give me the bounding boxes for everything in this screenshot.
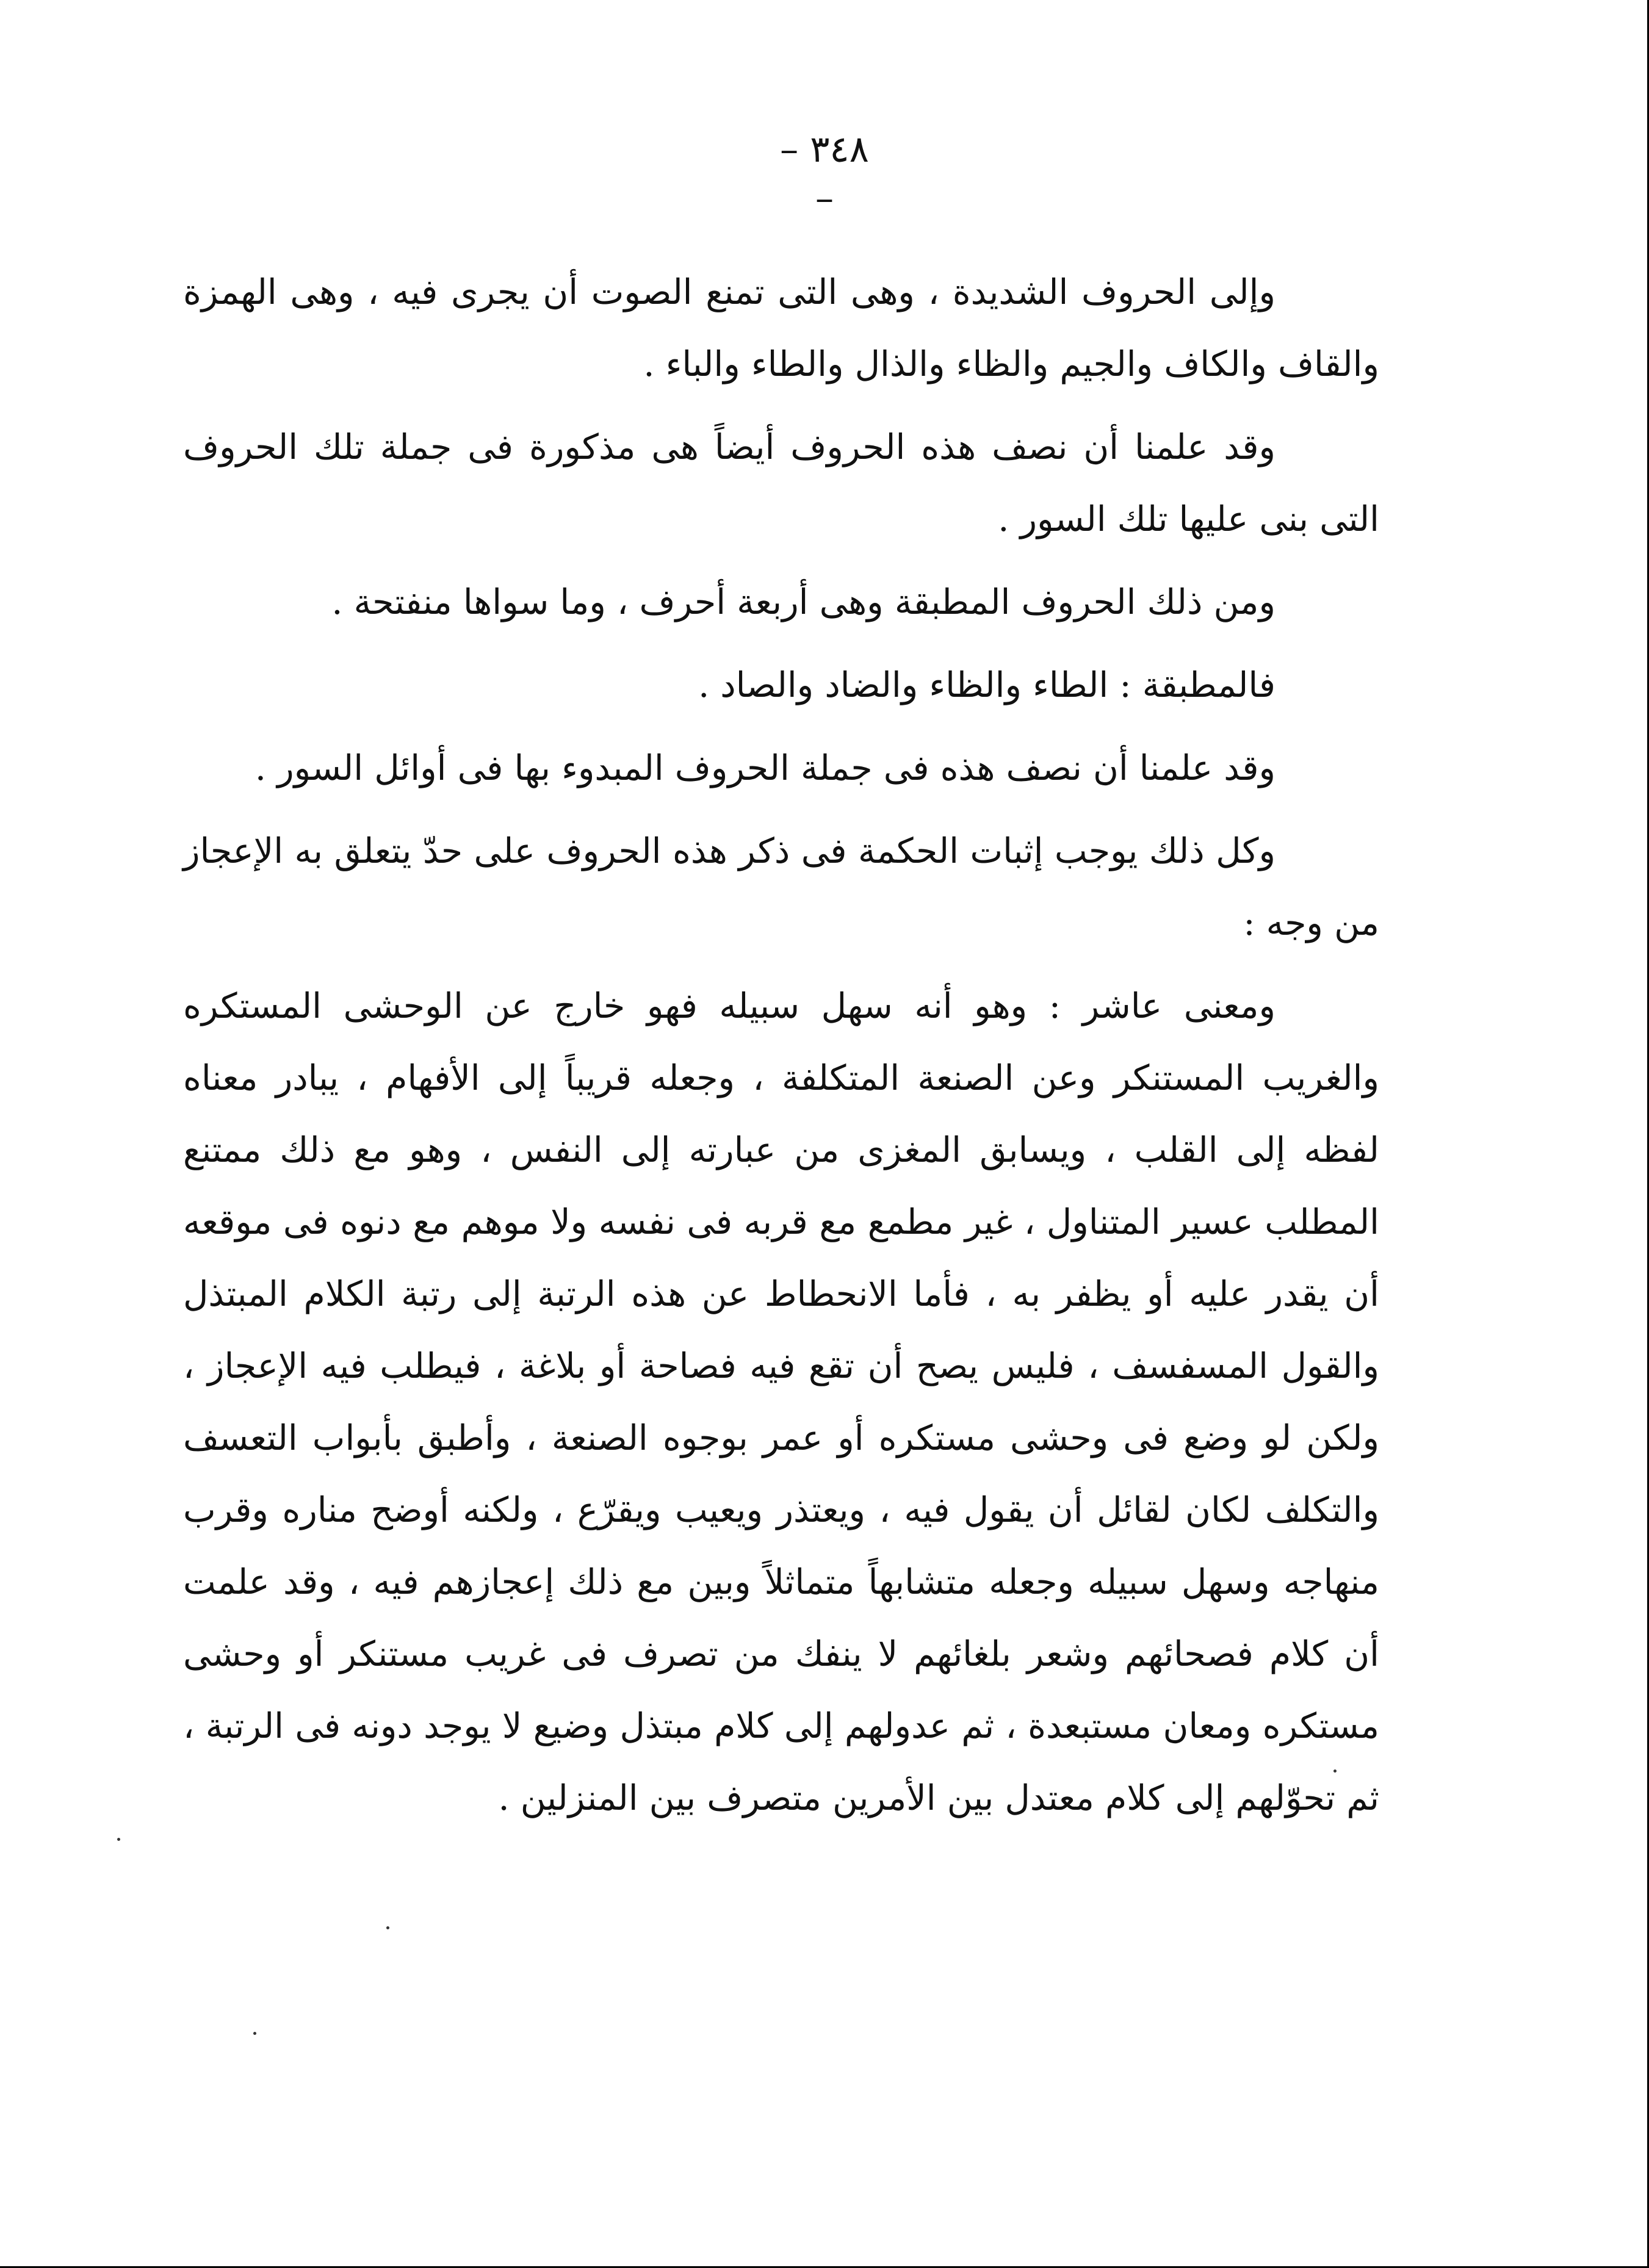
paragraph-shadidah-letters: وإلى الحروف الشديدة ، وهى التى تمنع الصوت أن يجرى فيه ، وهى الهمزة والقاف والكاف والجيم والظاء والذال والطاء والباء . [183, 272, 1379, 384]
page-number: – ٣٤٨ – [780, 128, 869, 220]
scan-speck [117, 1838, 120, 1841]
scan-speck [1333, 1769, 1337, 1773]
paragraph-mutbaqah-letters: ومن ذلك الحروف المطبقة وهى أربعة أحرف ، وما سواها منفتحة . [331, 582, 1276, 622]
paragraph-wisdom-statement: وكل ذلك يوجب إثبات الحكمة فى ذكر هذه الحروف على حدّ يتعلق به الإعجاز من وجه : [183, 831, 1379, 943]
paragraph-half-in-openings: وقد علمنا أن نصف هذه فى جملة الحروف المبدوء بها فى أوائل السور . [254, 748, 1276, 788]
paragraph-tenth-meaning: ومعنى عاشر : وهو أنه سهل سبيله فهو خارج عن الوحشى المستكره والغريب المستنكر وعن الصنعة المتكلفة ، وجعله قريباً إلى الأفهام ، يبادر معناه لفظه إلى القلب ، ويسابق المغزى من عبارته إلى النفس ، وهو مع ذلك ممتنع المطلب عسير المتناول ، غير مطمع مع قربه فى نفسه ولا موهم مع دنوه فى موقعه أن يقدر عليه أو يظفر به ، فأما الانحطاط عن هذه الرتبة إلى رتبة الكلام المبتذل والقول المسفسف ، فليس يصح أن تقع فيه فصاحة أو بلاغة ، فيطلب فيه الإعجاز ، ولكن لو وضع فى وحشى مستكره أو عمر بوجوه الصنعة ، وأطبق بأبواب التعسف والتكلف لكان لقائل أن يقول فيه ، ويعتذر ويعيب ويقرّع ، ولكنه أوضح مناره وقرب منهاجه وسهل سبيله وجعله متشابهاً متماثلاً وبين مع ذلك إعجازهم فيه ، وقد علمت أن كلام فصحائهم وشعر بلغائهم لا ينفك من تصرف فى غريب مستنكر أو وحشى مستكره ومعان مستبعدة ، ثم عدولهم إلى كلام مبتذل وضيع لا يوجد دونه فى الرتبة ، ثم تحوّلهم إلى كلام معتدل بين الأمرين متصرف بين المنزلين . [183, 986, 1379, 1818]
scan-speck [386, 1926, 389, 1929]
paragraph-half-letters-surahs: وقد علمنا أن نصف هذه الحروف أيضاً هى مذكورة فى جملة تلك الحروف التى بنى عليها تلك السور . [183, 427, 1379, 539]
paragraph-mutbaqah-list: فالمطبقة : الطاء والظاء والضاد والصاد . [698, 665, 1276, 705]
body-text [183, 256, 1379, 1845]
scan-speck [253, 2032, 256, 2035]
